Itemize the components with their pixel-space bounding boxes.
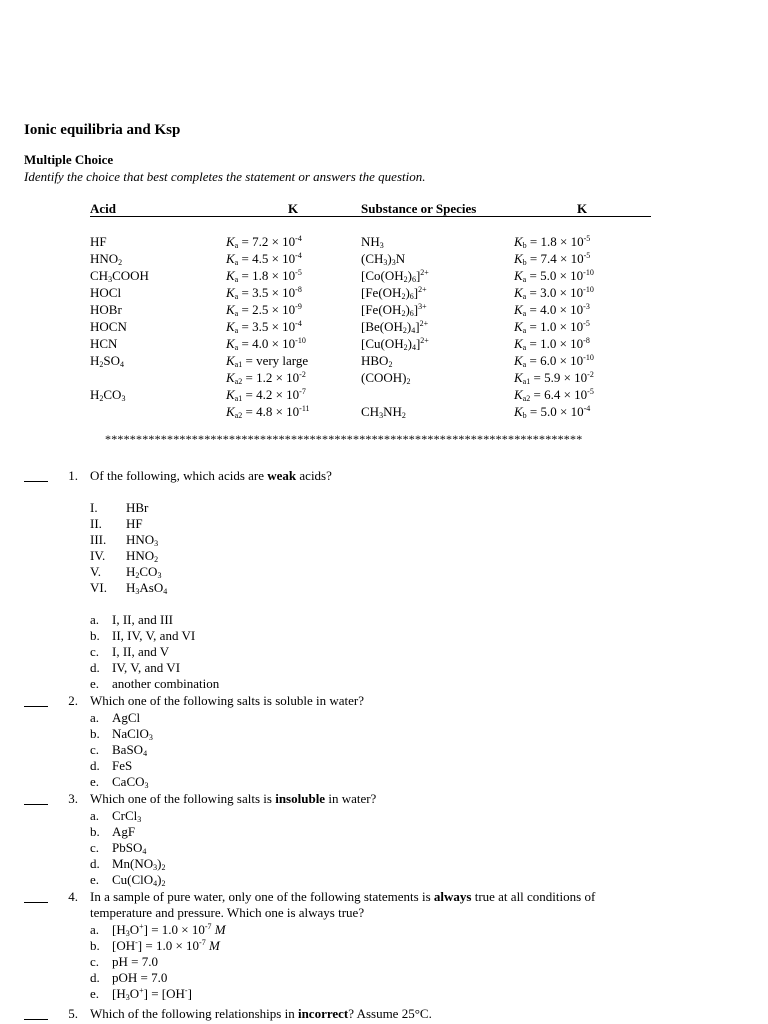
species-cell: $[Fe(OH_2)_6]^{3+}$ xyxy=(361,302,427,318)
species-k-cell: $K_{a2} = 6.4 \times 10^{-5}$ xyxy=(514,387,594,403)
answer-option[interactable] xyxy=(90,824,135,840)
species-k-cell: $K_a = 1.0 \times 10^{-8}$ xyxy=(514,336,590,352)
answer-option[interactable] xyxy=(90,922,226,938)
option-text: CaCO$_3$ xyxy=(112,774,149,790)
header-k-species: K xyxy=(577,201,588,216)
option-text: FeS xyxy=(112,758,133,773)
acid-cell: HOCl xyxy=(90,285,122,300)
answer-option[interactable] xyxy=(90,628,195,644)
answer-blank[interactable] xyxy=(24,804,48,805)
header-species: Substance or Species xyxy=(361,201,477,216)
question-stem: Of the following, which acids are weak acids? xyxy=(90,468,332,483)
question-number: 2. xyxy=(68,693,78,708)
acid-cell: $HNO_2$ xyxy=(90,251,123,267)
section-heading: Multiple Choice xyxy=(24,152,114,167)
question-number: 3. xyxy=(68,791,78,806)
species-cell: $(CH_3)_3N$ xyxy=(361,251,406,267)
option-letter: a. xyxy=(90,612,100,627)
option-letter: a. xyxy=(90,710,100,725)
answer-blank[interactable] xyxy=(24,706,48,707)
species-cell: $NH_3$ xyxy=(361,234,384,250)
roman-text: $HNO_2$ xyxy=(126,548,159,564)
option-letter: d. xyxy=(90,660,100,675)
acid-k-cell: $K_a = 4.5 \times 10^{-4}$ xyxy=(226,251,302,267)
species-k-cell: $K_b = 5.0 \times 10^{-4}$ xyxy=(514,404,591,420)
option-text: $[H_3O^+] = [OH^-]$ xyxy=(112,986,192,1002)
species-k-column xyxy=(514,233,594,420)
roman-numeral: II. xyxy=(90,516,102,531)
roman-item xyxy=(90,564,161,580)
answer-option[interactable] xyxy=(90,758,132,774)
acid-cell: HF xyxy=(90,234,107,249)
option-text: $[OH^-] = 1.0 \times 10^{-7}$ M xyxy=(112,938,220,953)
roman-item xyxy=(90,500,148,516)
option-letter: d. xyxy=(90,758,100,773)
roman-numeral: III. xyxy=(90,532,107,547)
acid-k-cell: $K_a = 1.8 \times 10^{-5}$ xyxy=(226,268,302,284)
option-text: I, II, and V xyxy=(112,644,170,659)
option-text: PbSO$_4$ xyxy=(112,840,147,856)
acid-cell: HOCN xyxy=(90,319,127,334)
option-text: CrCl$_3$ xyxy=(112,808,142,824)
roman-text: $H_2CO_3$ xyxy=(126,564,162,580)
option-letter: c. xyxy=(90,840,100,855)
option-text: $Mn(NO_3)_2$ xyxy=(112,856,166,872)
option-letter: b. xyxy=(90,628,100,643)
answer-option[interactable] xyxy=(90,774,149,790)
roman-numeral: V. xyxy=(90,564,101,579)
option-text: pOH = 7.0 xyxy=(112,970,168,985)
option-letter: c. xyxy=(90,644,100,659)
option-text: NaClO$_3$ xyxy=(112,726,153,742)
page-title: Ionic equilibria and Ksp xyxy=(24,122,181,138)
option-text: pH = 7.0 xyxy=(112,954,158,969)
answer-option[interactable] xyxy=(90,970,167,986)
acid-k-cell: $K_a = 2.5 \times 10^{-9}$ xyxy=(226,302,302,318)
option-letter: e. xyxy=(90,986,100,1001)
option-letter: a. xyxy=(90,922,100,937)
option-text: $[H_3O^+] = 1.0 \times 10^{-7}$ M xyxy=(112,922,226,938)
question-stem: Which one of the following salts is soluble in water? xyxy=(90,693,365,708)
answer-option[interactable] xyxy=(90,840,146,856)
species-cell: $CH_3NH_2$ xyxy=(361,404,406,420)
species-cell xyxy=(361,386,429,403)
acid-k-cell: $K_a = 3.5 \times 10^{-8}$ xyxy=(226,285,302,301)
answer-blank[interactable] xyxy=(24,481,48,482)
roman-item xyxy=(90,532,158,548)
roman-numeral: VI. xyxy=(90,580,107,595)
acid-k-cell: $K_{a2} = 1.2 \times 10^{-2}$ xyxy=(226,370,306,386)
roman-item xyxy=(90,580,167,596)
acid-cell xyxy=(90,369,149,386)
option-letter: c. xyxy=(90,954,100,969)
species-cell: $[Cu(OH_2)_4]^{2+}$ xyxy=(361,336,429,352)
acid-cell: $H_2SO_4$ xyxy=(90,353,125,369)
answer-option[interactable] xyxy=(90,612,173,628)
table-header-rule xyxy=(90,216,651,217)
species-k-cell: $K_a = 1.0 \times 10^{-5}$ xyxy=(514,319,590,335)
acid-cell xyxy=(90,403,149,420)
option-letter: c. xyxy=(90,742,100,757)
acid-k-cell: $K_a = 7.2 \times 10^{-4}$ xyxy=(226,234,302,250)
roman-numeral: IV. xyxy=(90,548,106,563)
option-text: II, IV, V, and VI xyxy=(112,628,196,643)
option-letter: e. xyxy=(90,676,100,691)
question-stem: In a sample of pure water, only one of the following statements is always true at all conditions of xyxy=(90,889,596,904)
answer-option[interactable] xyxy=(90,986,192,1002)
species-k-cell: $K_{a1} = 5.9 \times 10^{-2}$ xyxy=(514,370,594,386)
option-text: IV, V, and VI xyxy=(112,660,181,675)
roman-text: $H_3AsO_4$ xyxy=(126,580,168,596)
species-k-cell: $K_a = 4.0 \times 10^{-3}$ xyxy=(514,302,590,318)
acid-cell: HCN xyxy=(90,336,118,351)
option-letter: d. xyxy=(90,970,100,985)
species-cell: $[Fe(OH_2)_6]^{2+}$ xyxy=(361,285,427,301)
answer-blank[interactable] xyxy=(24,1019,48,1020)
acid-k-cell: $K_a = 3.5 \times 10^{-4}$ xyxy=(226,319,302,335)
option-letter: e. xyxy=(90,872,100,887)
answer-option[interactable] xyxy=(90,856,166,872)
answer-option[interactable] xyxy=(90,938,220,954)
instructions: Identify the choice that best completes the statement or answers the question. xyxy=(24,169,426,184)
option-letter: d. xyxy=(90,856,100,871)
answer-option[interactable] xyxy=(90,872,166,888)
acid-k-cell: $K_a = 4.0 \times 10^{-10}$ xyxy=(226,336,306,352)
species-cell: $(COOH)_2$ xyxy=(361,370,411,386)
acid-k-column xyxy=(226,233,310,420)
answer-option[interactable] xyxy=(90,710,140,726)
answer-option[interactable] xyxy=(90,644,169,660)
acid-k-cell: $K_{a2} = 4.8 \times 10^{-11}$ xyxy=(226,404,310,420)
acid-k-cell: $K_{a1}$ = very large xyxy=(226,353,309,369)
option-letter: e. xyxy=(90,774,100,789)
question-stem-cont: temperature and pressure. Which one is always true? xyxy=(90,905,365,920)
answer-blank[interactable] xyxy=(24,902,48,903)
option-letter: a. xyxy=(90,808,100,823)
roman-item xyxy=(90,516,143,532)
acid-cell: $H_2CO_3$ xyxy=(90,387,126,403)
species-k-cell: $K_a = 6.0 \times 10^{-10}$ xyxy=(514,353,594,369)
acid-cell: HOBr xyxy=(90,302,122,317)
option-text: AgF xyxy=(112,824,136,839)
species-cell: $[Co(OH_2)_6]^{2+}$ xyxy=(361,268,429,284)
species-k-cell: $K_a = 5.0 \times 10^{-10}$ xyxy=(514,268,594,284)
answer-option[interactable] xyxy=(90,808,141,824)
roman-text: HBr xyxy=(126,500,149,515)
question-number: 5. xyxy=(68,1006,78,1021)
answer-option[interactable] xyxy=(90,676,219,692)
separator-stars: ***************************************************************************** xyxy=(105,432,583,446)
species-cell: $[Be(OH_2)_4]^{2+}$ xyxy=(361,319,429,335)
question-number: 1. xyxy=(68,468,78,483)
question-stem: Which one of the following salts is insoluble in water? xyxy=(90,791,377,806)
option-text: $Cu(ClO_4)_2$ xyxy=(112,872,166,888)
header-acid: Acid xyxy=(90,201,116,216)
option-text: BaSO$_4$ xyxy=(112,742,148,758)
option-letter: b. xyxy=(90,824,100,839)
answer-option[interactable] xyxy=(90,742,147,758)
roman-item xyxy=(90,548,158,564)
species-k-cell: $K_b = 1.8 \times 10^{-5}$ xyxy=(514,234,591,250)
acid-cell: $CH_3COOH$ xyxy=(90,268,149,284)
answer-option[interactable] xyxy=(90,726,153,742)
option-text: I, II, and III xyxy=(112,612,173,627)
species-k-cell: $K_a = 3.0 \times 10^{-10}$ xyxy=(514,285,594,301)
species-cell: $HBO_2$ xyxy=(361,353,393,369)
option-letter: b. xyxy=(90,938,100,953)
option-letter: b. xyxy=(90,726,100,741)
answer-option[interactable] xyxy=(90,660,180,676)
question-stem: Which of the following relationships in incorrect? Assume 25°C. xyxy=(90,1006,432,1021)
acid-column xyxy=(90,233,149,420)
species-column xyxy=(361,233,429,420)
acid-k-cell: $K_{a1} = 4.2 \times 10^{-7}$ xyxy=(226,387,306,403)
header-k-acid: K xyxy=(288,201,299,216)
option-text: AgCl xyxy=(112,710,141,725)
option-text: another combination xyxy=(112,676,220,691)
roman-text: $HNO_3$ xyxy=(126,532,159,548)
answer-option[interactable] xyxy=(90,954,158,970)
species-k-cell: $K_b = 7.4 \times 10^{-5}$ xyxy=(514,251,591,267)
question-number: 4. xyxy=(68,889,78,904)
roman-text: HF xyxy=(126,516,143,531)
roman-numeral: I. xyxy=(90,500,98,515)
